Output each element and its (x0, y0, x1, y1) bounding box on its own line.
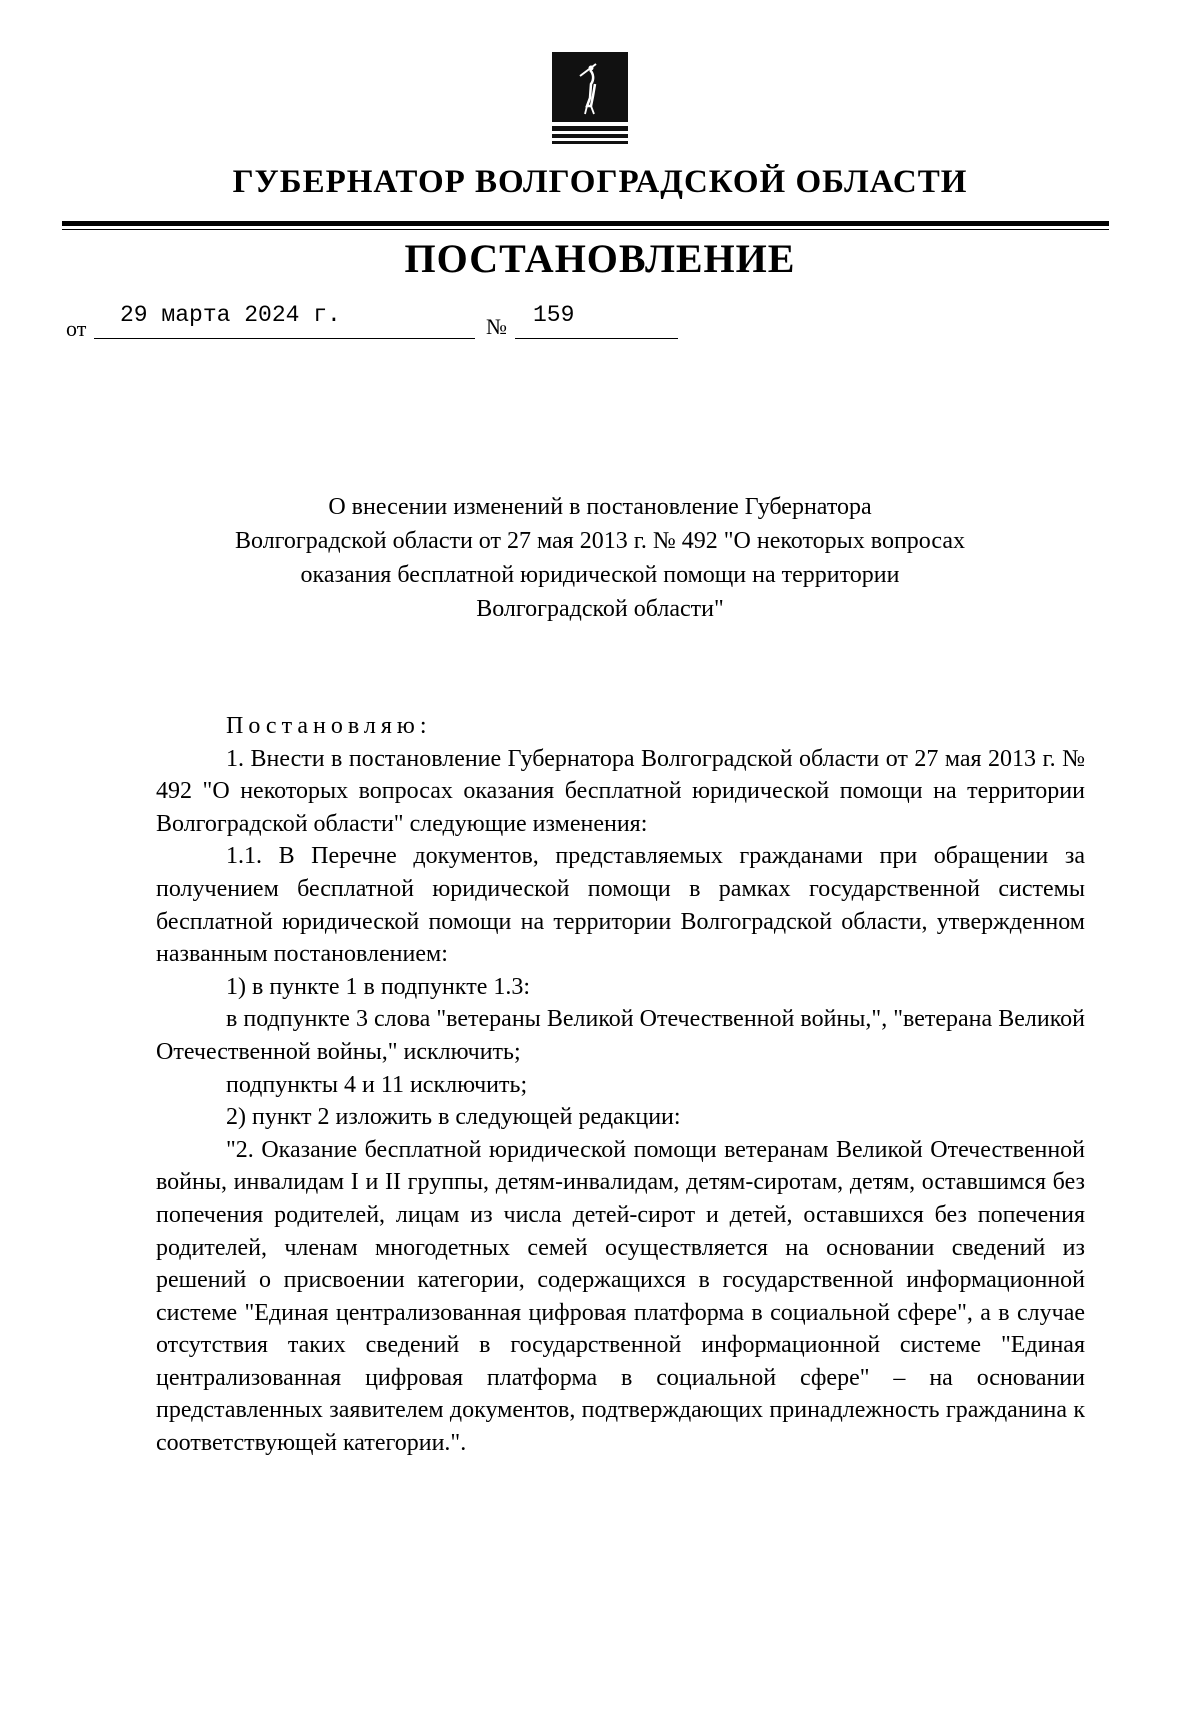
date-prefix: от (66, 316, 87, 341)
document-body (156, 710, 1085, 1460)
resolution-lead: Постановляю: (226, 713, 432, 739)
date-number-row (0, 302, 1200, 342)
title-line: Волгоградской области от 27 мая 2013 г. № 492 "О некоторых вопросах (235, 528, 965, 554)
body-paragraph: 1) в пункте 1 в подпункте 1.3: (226, 973, 531, 1000)
header-divider-thin (62, 229, 1109, 230)
body-paragraph: в подпункте 3 слова "ветераны Великой Отечественной войны,", "ветерана Великой Отечественной войны," исключить; (156, 1006, 1085, 1065)
issuing-authority: ГУБЕРНАТОР ВОЛГОГРАДСКОЙ ОБЛАСТИ (232, 164, 968, 200)
body-paragraph: 2) пункт 2 изложить в следующей редакции: (226, 1104, 681, 1131)
body-paragraph: 1.1. В Перечне документов, представляемых гражданами при обращении за получением бесплатной юридической помощи в рамках государственной системы бесплатной юридической помощи на территории Волгоградской области, утвержденном названным постановлением: (156, 843, 1085, 968)
body-paragraph: "2. Оказание бесплатной юридической помощи ветеранам Великой Отечественной войны, инвалидам I и II группы, детям-инвалидам, детям-сиротам, детям, оставшимся без попечения родителей, лицам из числа детей-сирот и детей, оставшихся без попечения родителей, членам многодетных семей осуществляется на основании сведений из решений о присвоении категории, содержащихся в государственной информационной системе "Единая централизованная цифровая платформа в социальной сфере", а в случае отсутствия таких сведений в государственной информационной системе "Единая централизованная цифровая платформа в социальной сфере" – на основании представленных заявителем документов, подтверждающих принадлежность гражданина к соответствующей категории.". (156, 1136, 1085, 1457)
body-paragraph: подпункты 4 и 11 исключить; (226, 1071, 528, 1098)
title-line: оказания бесплатной юридической помощи на территории (300, 562, 900, 588)
document-title (120, 490, 1080, 626)
number-underline (515, 338, 678, 339)
title-line: Волгоградской области" (476, 596, 724, 622)
document-number: 159 (533, 302, 575, 328)
date-underline (94, 338, 475, 339)
body-paragraph: 1. Внести в постановление Губернатора Волгоградской области от 27 мая 2013 г. № 492 "О некоторых вопросах оказания бесплатной юридической помощи на территории Волгоградской области" следующие изменения: (156, 745, 1085, 837)
header-divider-thick (62, 221, 1109, 226)
title-line: О внесении изменений в постановление Губернатора (328, 494, 872, 520)
volgograd-coat-of-arms-icon (550, 50, 630, 150)
document-date: 29 марта 2024 г. (120, 302, 341, 328)
number-prefix: № (486, 314, 507, 339)
document-type-heading: ПОСТАНОВЛЕНИЕ (404, 236, 796, 281)
